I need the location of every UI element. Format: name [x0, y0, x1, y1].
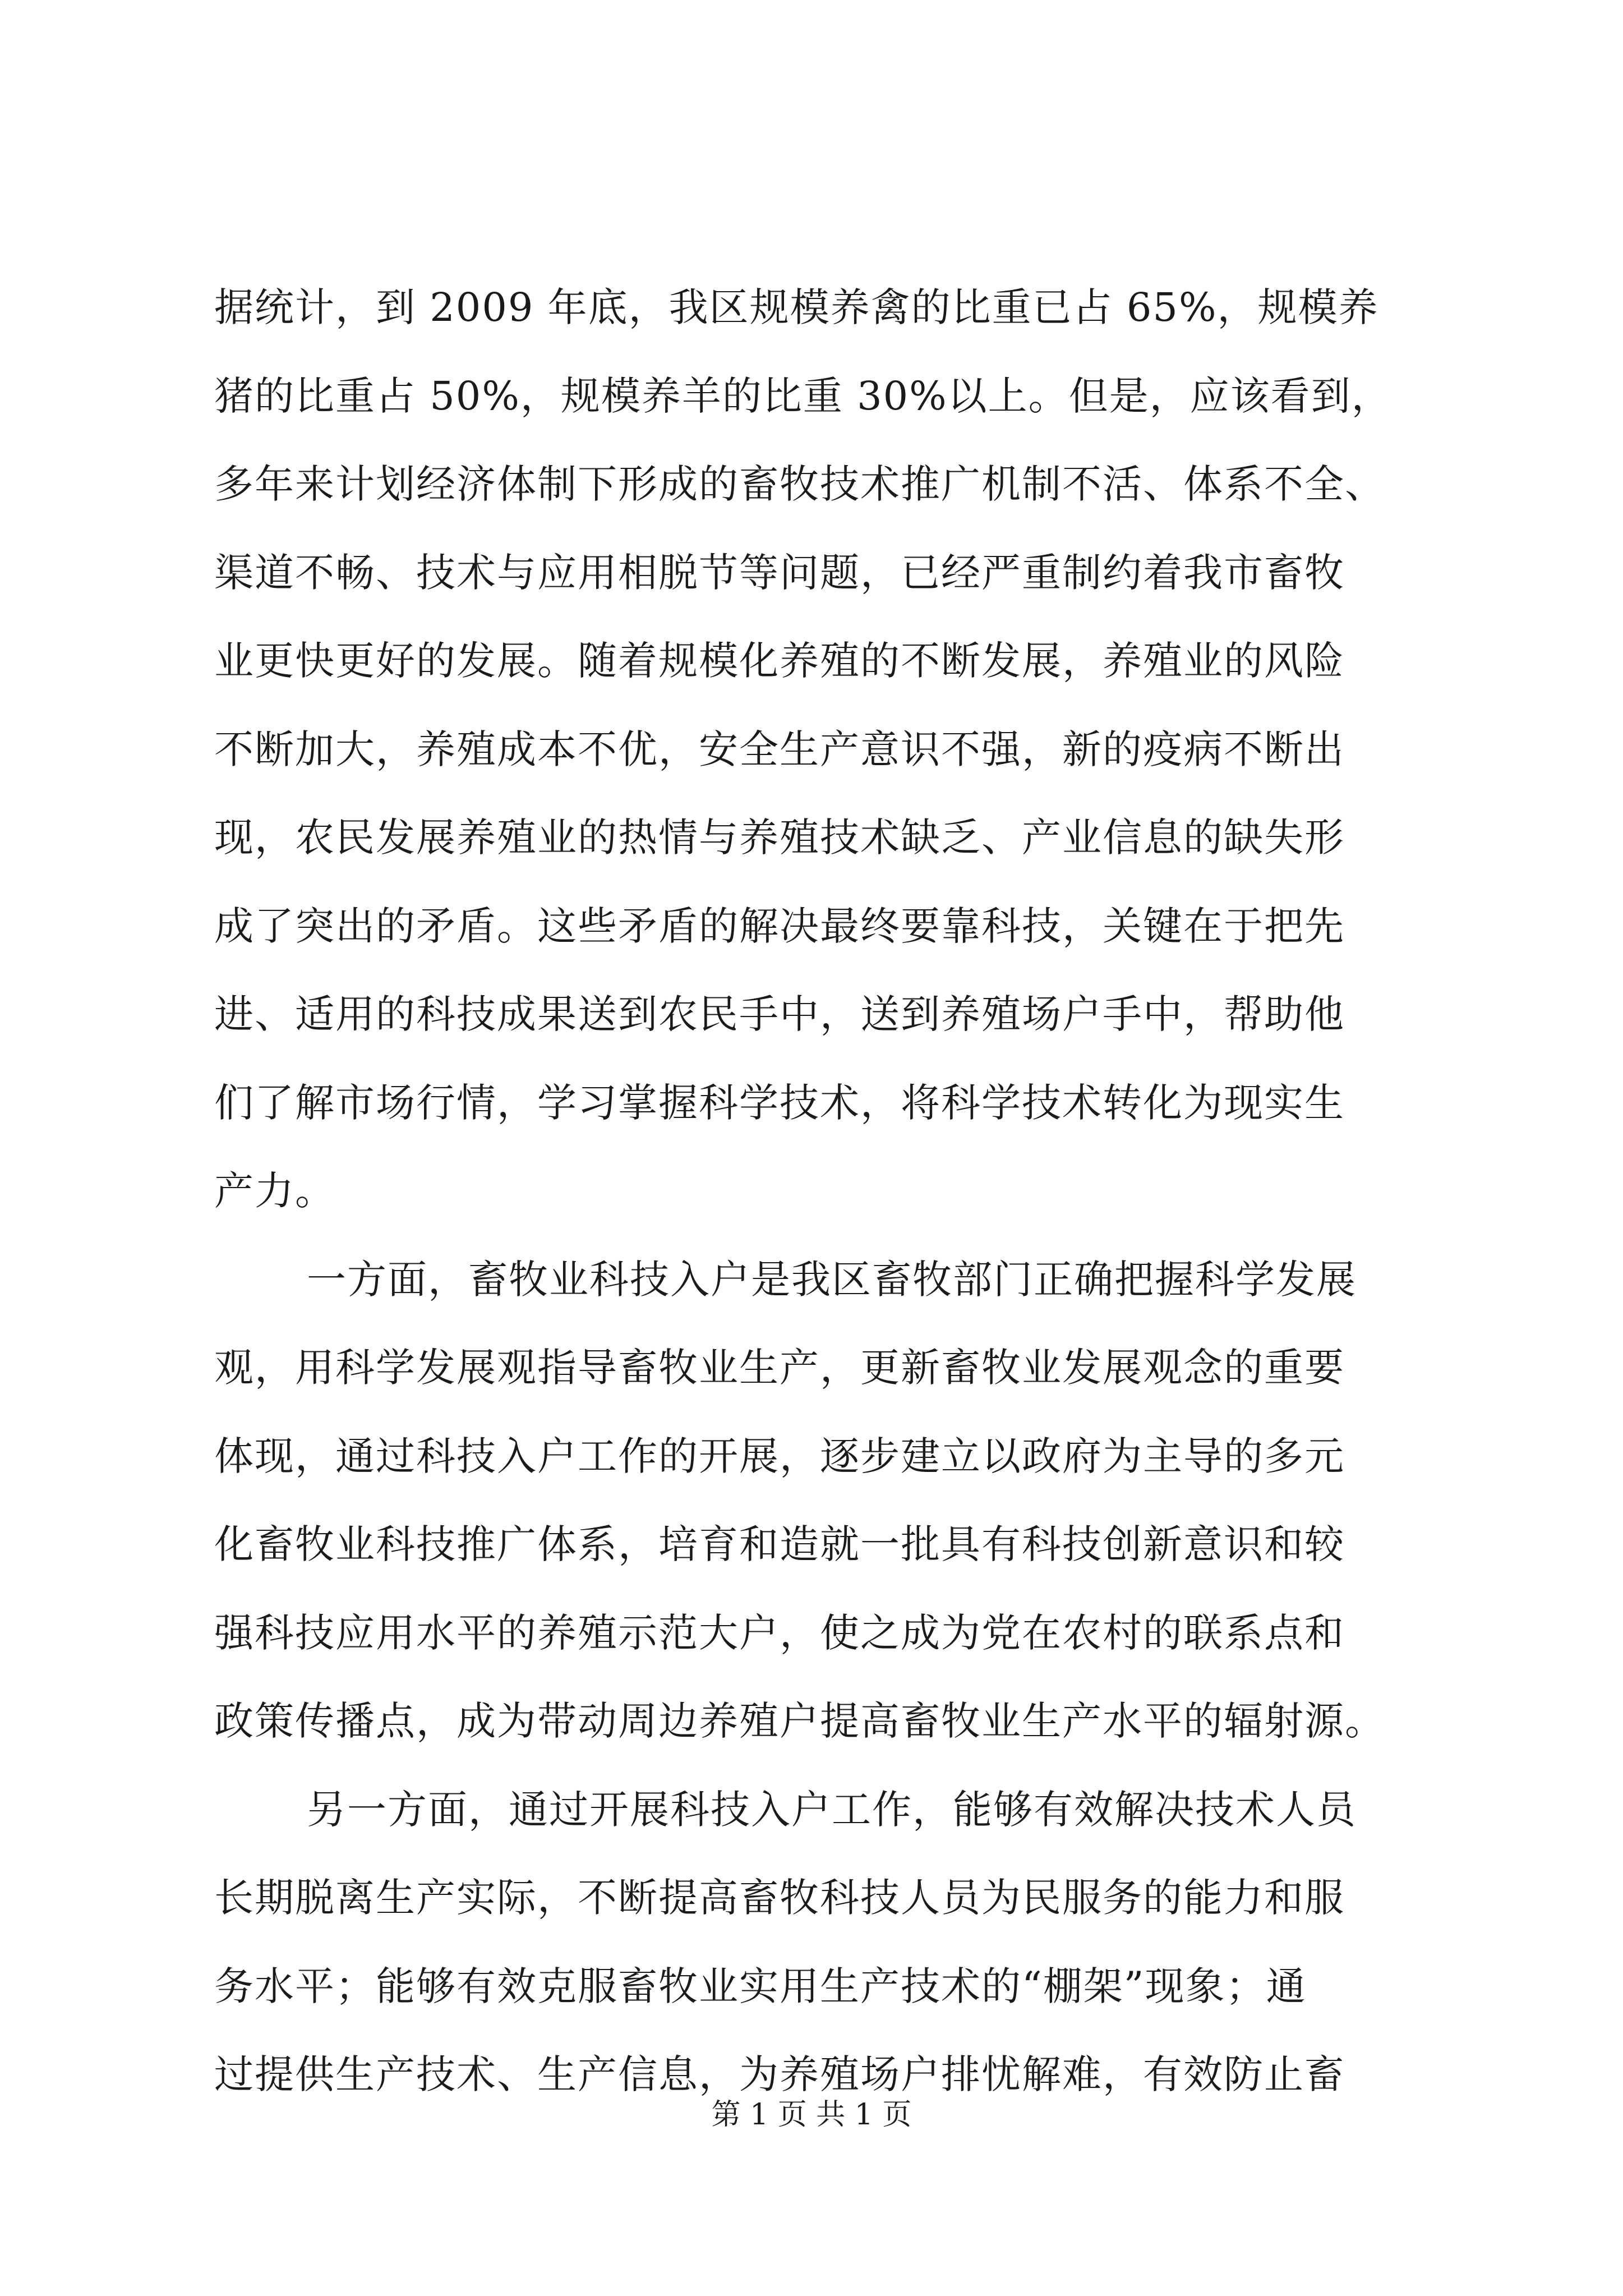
text-line: 们了解市场行情，学习掌握科学技术，将科学技术转化为现实生: [214, 1079, 1345, 1126]
text-line: 产力。: [214, 1168, 335, 1214]
page-footer: [0, 2098, 1623, 2132]
text-line: 业更快更好的发展。随着规模化养殖的不断发展，养殖业的风险: [214, 638, 1345, 684]
paragraph-first-line: 另一方面，通过开展科技入户工作，能够有效解决技术人员: [307, 1786, 1357, 1833]
text-line: 成了突出的矛盾。这些矛盾的解决最终要靠科技，关键在于把先: [214, 903, 1345, 949]
text-line: 长期脱离生产实际，不断提高畜牧科技人员为民服务的能力和服: [214, 1875, 1345, 1921]
text-line: 体现，通过科技入户工作的开展，逐步建立以政府为主导的多元: [214, 1433, 1345, 1479]
text-line: 进、适用的科技成果送到农民手中，送到养殖场户手中，帮助他: [214, 991, 1345, 1037]
paragraph-first-line: 一方面，畜牧业科技入户是我区畜牧部门正确把握科学发展: [307, 1256, 1357, 1303]
text-line: 务水平；能够有效克服畜牧业实用生产技术的“棚架”现象；通: [214, 1963, 1307, 2009]
text-line: 观，用科学发展观指导畜牧业生产，更新畜牧业发展观念的重要: [214, 1345, 1345, 1391]
text-line: 猪的比重占 50%，规模养羊的比重 30%以上。但是，应该看到，: [214, 372, 1392, 419]
text-line: 化畜牧业科技推广体系，培育和造就一批具有科技创新意识和较: [214, 1521, 1345, 1567]
page-number-label: 第 1 页 共 1 页: [711, 2098, 912, 2132]
text-line: 渠道不畅、技术与应用相脱节等问题，已经严重制约着我市畜牧: [214, 549, 1345, 596]
text-line: 强科技应用水平的养殖示范大户，使之成为党在农村的联系点和: [214, 1609, 1345, 1656]
text-line: 不断加大，养殖成本不优，安全生产意识不强，新的疫病不断出: [214, 726, 1345, 772]
text-line: 过提供生产技术、生产信息，为养殖场户排忧解难，有效防止畜: [214, 2051, 1345, 2097]
text-line: 据统计，到 2009 年底，我区规模养禽的比重已占 65%，规模养: [214, 284, 1379, 330]
text-line: 政策传播点，成为带动周边养殖户提高畜牧业生产水平的辐射源。: [214, 1698, 1385, 1744]
body-text: [214, 264, 1482, 2119]
text-line: 多年来计划经济体制下形成的畜牧技术推广机制不活、体系不全、: [214, 461, 1385, 507]
text-line: 现，农民发展养殖业的热情与养殖技术缺乏、产业信息的缺失形: [214, 815, 1345, 861]
